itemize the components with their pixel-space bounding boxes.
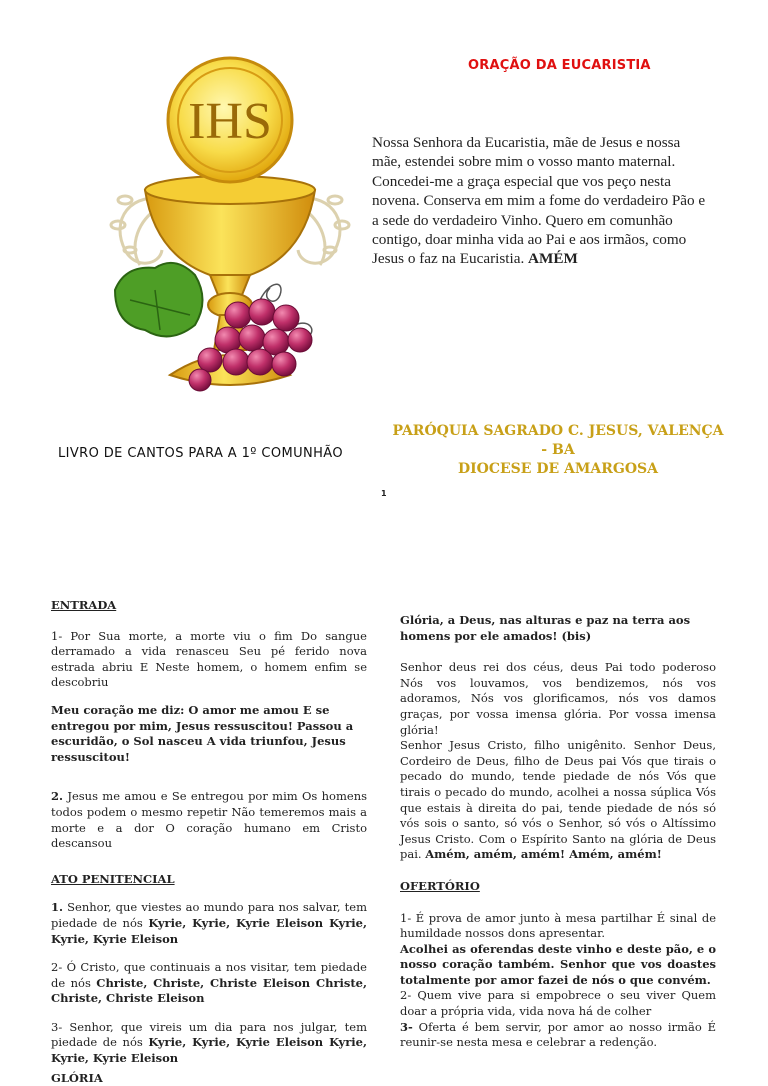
gloria-amen: Amém, amém, amém! Amém, amém! <box>425 847 662 862</box>
ofertorio-refrain: Acolhei as oferendas deste vinho e deste pão, e o nosso coração também. Senhor que vos doastes totalmente por amor fazei de nós o que convém. <box>400 941 716 987</box>
diocese-name: DIOCESE DE AMARGOSA <box>457 461 659 477</box>
entrada-verse-1: 1- Por Sua morte, a morte viu o fim Do sangue derramado a vida renasceu Seu pé ferido nova estrada abriu E Neste homem, o homem enfim se descobriu <box>51 628 367 690</box>
prayer-amen: AMÉM <box>528 250 578 268</box>
book-title: LIVRO DE CANTOS PARA A 1º COMUNHÃO <box>58 446 344 461</box>
entrada-heading: ENTRADA <box>51 598 117 612</box>
gloria-paragraph-1: Senhor deus rei dos céus, deus Pai todo poderoso Nós vos louvamos, vos bendizemos, nós vos adoramos, Nós vos glorificamos, nós vos damos graças, por vossa imensa glória. Por vossa imensa glória! <box>400 660 716 737</box>
entrada-verse-2-text: Jesus me amou e Se entregou por mim Os homens todos podem o mesmo repetir Não temeremos mais a morte e a dor O coração humano em Cristo descansou <box>51 789 367 851</box>
ato-penitencial-heading: ATO PENITENCIAL <box>51 871 175 886</box>
ato-invocation-1-number: 1. <box>51 900 64 915</box>
ato-invocation-3 <box>51 1020 367 1067</box>
prayer-paragraph: Nossa Senhora da Eucaristia, mãe de Jesus e nossa mãe, estendei sobre mim o vosso manto maternal. Concedei-me a graça especial que vos peço nesta novena. Conserva em mim a fome do verdadeiro Pão e a sede do verdadeiro Vinho. Quero em comunhão contigo, doar minha vida ao Pai e aos irmãos, como Jesus o faz na Eucaristia. <box>372 134 706 268</box>
chalice-illustration <box>100 50 360 395</box>
ofertorio-verse-2: 2- Quem vive para si empobrece o seu viver Quem doar a própria vida, vida nova há de colher <box>400 988 716 1019</box>
page-number: 1 <box>381 489 387 498</box>
parish-name: PARÓQUIA SAGRADO C. JESUS, VALENÇA - BA <box>392 423 724 458</box>
ofertorio-verse-3-number: 3- <box>400 1019 413 1034</box>
ofertorio-verse-1: 1- É prova de amor junto à mesa partilhar É sinal de humildade nossos dons apresentar. <box>400 910 716 941</box>
entrada-verse-2-number: 2. <box>51 789 64 804</box>
vine-leaf <box>115 263 203 337</box>
ato-invocation-2-text: 2- Ó Cristo, que continuais a nos visitar, tem piedade de nós <box>51 960 367 990</box>
entrada-verse-2 <box>51 789 367 851</box>
ato-invocation-1-kyrie: Kyrie, Kyrie, Kyrie Eleison Kyrie, Kyrie, Kyrie Eleison <box>51 915 367 946</box>
ato-invocation-2 <box>51 960 367 1007</box>
ofertorio-verse-3-text: Oferta é bem servir, por amor ao nosso irmão É reunir-se nesta mesa e celebrar a redenção. <box>400 1019 716 1050</box>
ato-invocation-3-kyrie: Kyrie, Kyrie, Kyrie Eleison Kyrie, Kyrie, Kyrie Eleison <box>51 1035 367 1066</box>
ofertorio-heading: OFERTÓRIO <box>400 878 480 893</box>
ato-invocation-3-text: 3- Senhor, que vireis um dia para nos julgar, tem piedade de nós <box>51 1019 367 1050</box>
ihs-monogram: IHS <box>188 93 272 150</box>
prayer-title: ORAÇÃO DA EUCARISTIA <box>468 58 651 73</box>
ato-invocation-1 <box>51 900 367 947</box>
left-column <box>51 598 367 1086</box>
right-column <box>400 613 716 1051</box>
prayer-text <box>372 133 707 269</box>
gloria-paragraph-2-text: Senhor Jesus Cristo, filho unigênito. Senhor Deus, Cordeiro de Deus, filho de Deus pai Vós que tirais o pecado do mundo, tende piedade de nós Vós que tirais o pecado do mundo, acolhei a nossa súplica Vós que estais à direita do pai, tende piedade de nós só vós sois o santo, só vós o Senhor, só vós o Altíssimo Jesus Cristo. Com o Espírito Santo na glória de Deus pai. <box>400 738 716 862</box>
entrada-refrain: Meu coração me diz: O amor me amou E se entregou por mim, Jesus ressuscitou! Passou a escuridão, o Sol nasceu A vida triunfou, Jesus ressuscitou! <box>51 702 354 764</box>
gloria-heading: GLÓRIA <box>51 1070 103 1085</box>
ato-invocation-1-text: Senhor, que viestes ao mundo para nos salvar, tem piedade de nós <box>51 900 367 930</box>
ofertorio-verse-3 <box>400 1020 716 1051</box>
gloria-intro: Glória, a Deus, nas alturas e paz na terra aos homens por ele amados! (bis) <box>400 613 691 643</box>
parish-info <box>388 422 728 479</box>
ato-invocation-2-christe: Christe, Christe, Christe Eleison Christe, Christe, Christe Eleison <box>51 975 367 1006</box>
gloria-paragraph-2 <box>400 738 716 863</box>
